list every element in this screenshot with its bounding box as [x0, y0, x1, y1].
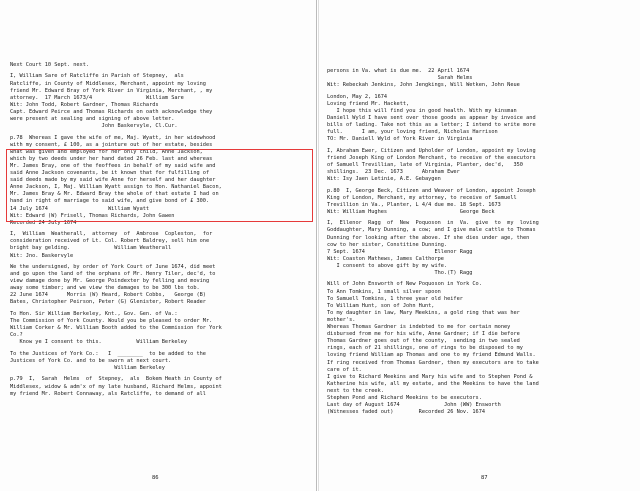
left-text-column [10, 62, 310, 402]
text-line: Bates, Christopher Peirson, Peter (G) Glenister, Robert Reader [10, 299, 206, 306]
text-line: 7 Sept. 1674 Ellenor Ragg [327, 248, 473, 255]
text-line: I consent to above gift by my wife. [327, 262, 448, 269]
text-paragraph [10, 135, 310, 227]
text-line: view damage done by Mr. George Poindexter by felling and moving [10, 278, 210, 285]
text-paragraph [10, 231, 310, 259]
text-line: Goddaughter, Mary Dunning, a cow; and I give male cattle to Thomas [327, 227, 536, 234]
text-line: Daniell Wyld I have sent over those goods as appear by invoice and [327, 114, 536, 121]
text-line: care of it. [327, 366, 362, 373]
text-line: with my consent, £ 100, as a jointure out of her estate, besides [10, 141, 213, 148]
text-line: Wit: Rebeckah Jenkins, John Jengkings, Will Wetken, John Neue [327, 82, 520, 89]
text-line: To the Justices of York Co.: I ________ to be added to the [10, 350, 206, 357]
text-line: my friend Mr. Robert Connaway, als Ratcliffe, to demand of all [10, 390, 206, 397]
text-line: Stephen Pond and Richard Meekins to be executors. [327, 394, 482, 401]
text-line: Will of John Ensworth of New Poquoson in York Co. [327, 281, 482, 288]
text-line: I hope this will find you in good health. With my kinsman [327, 107, 517, 114]
text-line: John Baskervyle, Cl.Cur. [10, 123, 178, 130]
text-line: I, Ellenor Ragg of New Poquoson in Va. give to my loving [327, 220, 539, 227]
text-line: Wit: John Todd, Robert Gardner, Thomas Richards [10, 101, 159, 108]
text-paragraph [327, 281, 635, 416]
text-line: King of London, Merchant, my attorney, to receive of Samuell [327, 194, 517, 201]
text-line: bills of lading. Take not this as a letter; I intend to write more [327, 122, 536, 129]
text-paragraph [10, 311, 310, 346]
text-line: p.79 I, Sarah Helms of Stepney, als Bokem Heath in County of [10, 376, 222, 383]
text-line: cow to her sister, Constitine Dunning. [327, 241, 448, 248]
text-line: Whereas Thomas Gardner is indebted to me for certain money [327, 324, 511, 331]
text-line: Last day of August 1674 John (WW) Ensworth [327, 402, 501, 409]
text-line: Recorded 24 July 1674 [10, 219, 77, 226]
text-line: Katherine his wife, all my estate, and the Meekins to have the land [327, 380, 539, 387]
text-line: The Commission of York County. Would you be pleased to order Mr. [10, 318, 213, 325]
text-line: Next Court 10 Sept. next. [10, 62, 90, 68]
text-line: loving friend William ap Thomas and one to my friend Edmund Walls. [327, 352, 536, 359]
text-line: Thomas Gardner goes out of the county, sending in two sealed [327, 338, 520, 345]
text-line: p.78 Whereas I gave the wife of me, Maj. Wyatt, in her widowhood [10, 134, 216, 141]
text-line: Wit: Edward (W) Frisell, Thomas Richards, John Gawen [10, 212, 175, 219]
text-line: Mr. James Bray, one of the feoffees in behalf of my said wife and [10, 163, 216, 169]
text-line: 14 July 1674 William Wyatt [10, 205, 150, 212]
text-paragraph [327, 68, 635, 89]
text-line: Anne Jackson, I, Maj. William Wyatt assign to Hon. Nathaniel Bacon, [10, 184, 222, 191]
text-paragraph [327, 188, 635, 216]
text-line: Dunning for looking after the above. If she dies under age, then [327, 234, 530, 241]
text-paragraph [10, 376, 310, 397]
text-line: what was given and employed for her only child, Anne Jackson, [10, 148, 203, 155]
right-text-column [327, 68, 635, 421]
text-paragraph [327, 148, 635, 183]
right-page [318, 0, 640, 491]
text-line: shillings. 23 Dec. 1673 Abraham Ewer [327, 169, 460, 175]
text-line: Capt. Edward Peirce and Thomas Richards on oath acknowledge they [10, 108, 213, 115]
text-line: hand in right of marriage to said wife, and give bond of £ 300. [10, 198, 210, 205]
text-line: said Anne Jackson covenants, be it known that for fulfilling of [10, 170, 210, 177]
text-line: London, May 2, 1674 [327, 93, 388, 100]
text-line: Sarah Helms [327, 75, 473, 82]
text-line: mother's. [327, 316, 356, 323]
text-line: To Samuell Tomkins, 1 three year old heifer [327, 295, 463, 302]
text-line: Wit: Coaston Mathews, James Calthorpe [327, 255, 444, 262]
text-line: (Witnesses faded out) Recorded 26 Nov. 1674 [327, 409, 486, 416]
text-line: We the undersigned, by order of York Court of June 1674, did meet [10, 264, 216, 270]
text-line: Justices of York Co. and to be sworn at next court. [10, 357, 172, 364]
text-line: Wit: William Hughes George Beck [327, 208, 495, 215]
text-line: Wit: Isy Jaen Letinie, A.E. Gebaygen [327, 176, 441, 183]
text-line: Mr. James Bray & Mr. Edward Bray the whole of that estate I had on [10, 191, 219, 198]
text-line: To William Hunt, son of John Hunt, [327, 302, 435, 309]
text-line: Loving friend Mr. Hackett, [327, 100, 410, 107]
text-line: attorney. 17 March 1673/4 William Sare [10, 94, 184, 101]
text-paragraph [10, 264, 310, 307]
text-paragraph [10, 62, 310, 69]
text-line: TO: Mr. Daniell Wyld of York River in Virginia [327, 136, 473, 143]
text-line: p.80 I, George Beck, Citizen and Weaver of London, appoint Joseph [327, 187, 536, 194]
text-line: of Samuell Trevillian, late of Virginia, Planter, dec'd, 350 [327, 161, 523, 168]
text-line: William Berkeley [10, 365, 165, 371]
text-line: friend Mr. Edward Bray of York River in Virginia, Merchant, , my [10, 87, 213, 94]
text-line: which by two deeds under her hand dated 26 Feb. last and whereas [10, 155, 213, 162]
text-line: said deeds made by my said wife Anne for herself and her daughter [10, 177, 216, 184]
text-line: bright bay gelding. William Weatherall [10, 245, 172, 252]
text-line: Wit: Jno. Baskervyle [10, 252, 74, 259]
text-line: Co.? [10, 332, 23, 339]
text-line: away some timber; and we view the damages to be 300 lbs tob. [10, 285, 200, 292]
text-line: Trevillion in Va., Planter, L 4/4 due me. 18 Sept. 1673 [327, 201, 501, 208]
text-line: 22 June 1674 Morris (W) Heard, Robert Cobbs, George (B) [10, 292, 206, 299]
text-paragraph [10, 73, 310, 130]
text-line: rings, each of 21 shillings, one of rings to be disposed to my [327, 345, 523, 352]
left-page [0, 0, 317, 491]
text-line: I give to Richard Meekins and Mary his wife and to Stephen Pond & [327, 373, 533, 380]
text-line: I, William Weatherall, attorney of Ambrose Copleston, for [10, 231, 213, 238]
text-line: consideration received of Lt. Col. Robert Baldrey, sell him one [10, 238, 210, 245]
text-line: To Ann Tomkins, 1 small silver spoon [327, 288, 441, 295]
text-line: To my daughter in law, Mary Meekins, a gold ring that was her [327, 309, 520, 316]
text-line: To Hon. Sir William Berkeley, Knt., Gov. Gen. of Va.: [10, 310, 178, 317]
text-line: William Corker & Mr. William Booth added to the Commission for York [10, 325, 222, 332]
text-line: I, William Sare of Ratcliffe in Parish of Stepney, als [10, 73, 184, 80]
text-line: Middlesex, widow & adm'x of my late husband, Richard Helms, appoint [10, 383, 222, 390]
text-paragraph [10, 351, 310, 372]
text-line: Tho.(T) Ragg [327, 270, 473, 276]
text-line: friend Joseph King of London Merchant, to receive of the executors [327, 154, 536, 161]
text-paragraph [327, 220, 635, 277]
text-line: If ring received from Thomas Gardner, then my executors are to take [327, 359, 539, 366]
text-line: Ratcliffe, in County of Middlesex, Merchant, appoint my loving [10, 80, 206, 87]
text-paragraph [327, 94, 635, 144]
right-page-number: 87 [481, 475, 488, 481]
text-line: I, Abraham Ewer, Citizen and Upholder of London, appoint my loving [327, 147, 536, 154]
text-line: full. I am, your loving friend, Nicholas Harrison [327, 129, 498, 136]
left-page-number: 86 [152, 475, 159, 481]
text-line: next to the creek. [327, 387, 384, 394]
text-line: and go upon the land of the orphans of Mr. Henry Tiler, dec'd, to [10, 271, 216, 278]
text-line: persons in Va. what is due me. 22 April 1674 [327, 68, 470, 74]
text-line: disbursed from me for his wife, Anne Gardner; if I die before [327, 331, 520, 338]
text-line: were present at sealing and signing of above letter. [10, 116, 175, 123]
text-line: Know ye I consent to this. William Berkeley [10, 339, 188, 346]
